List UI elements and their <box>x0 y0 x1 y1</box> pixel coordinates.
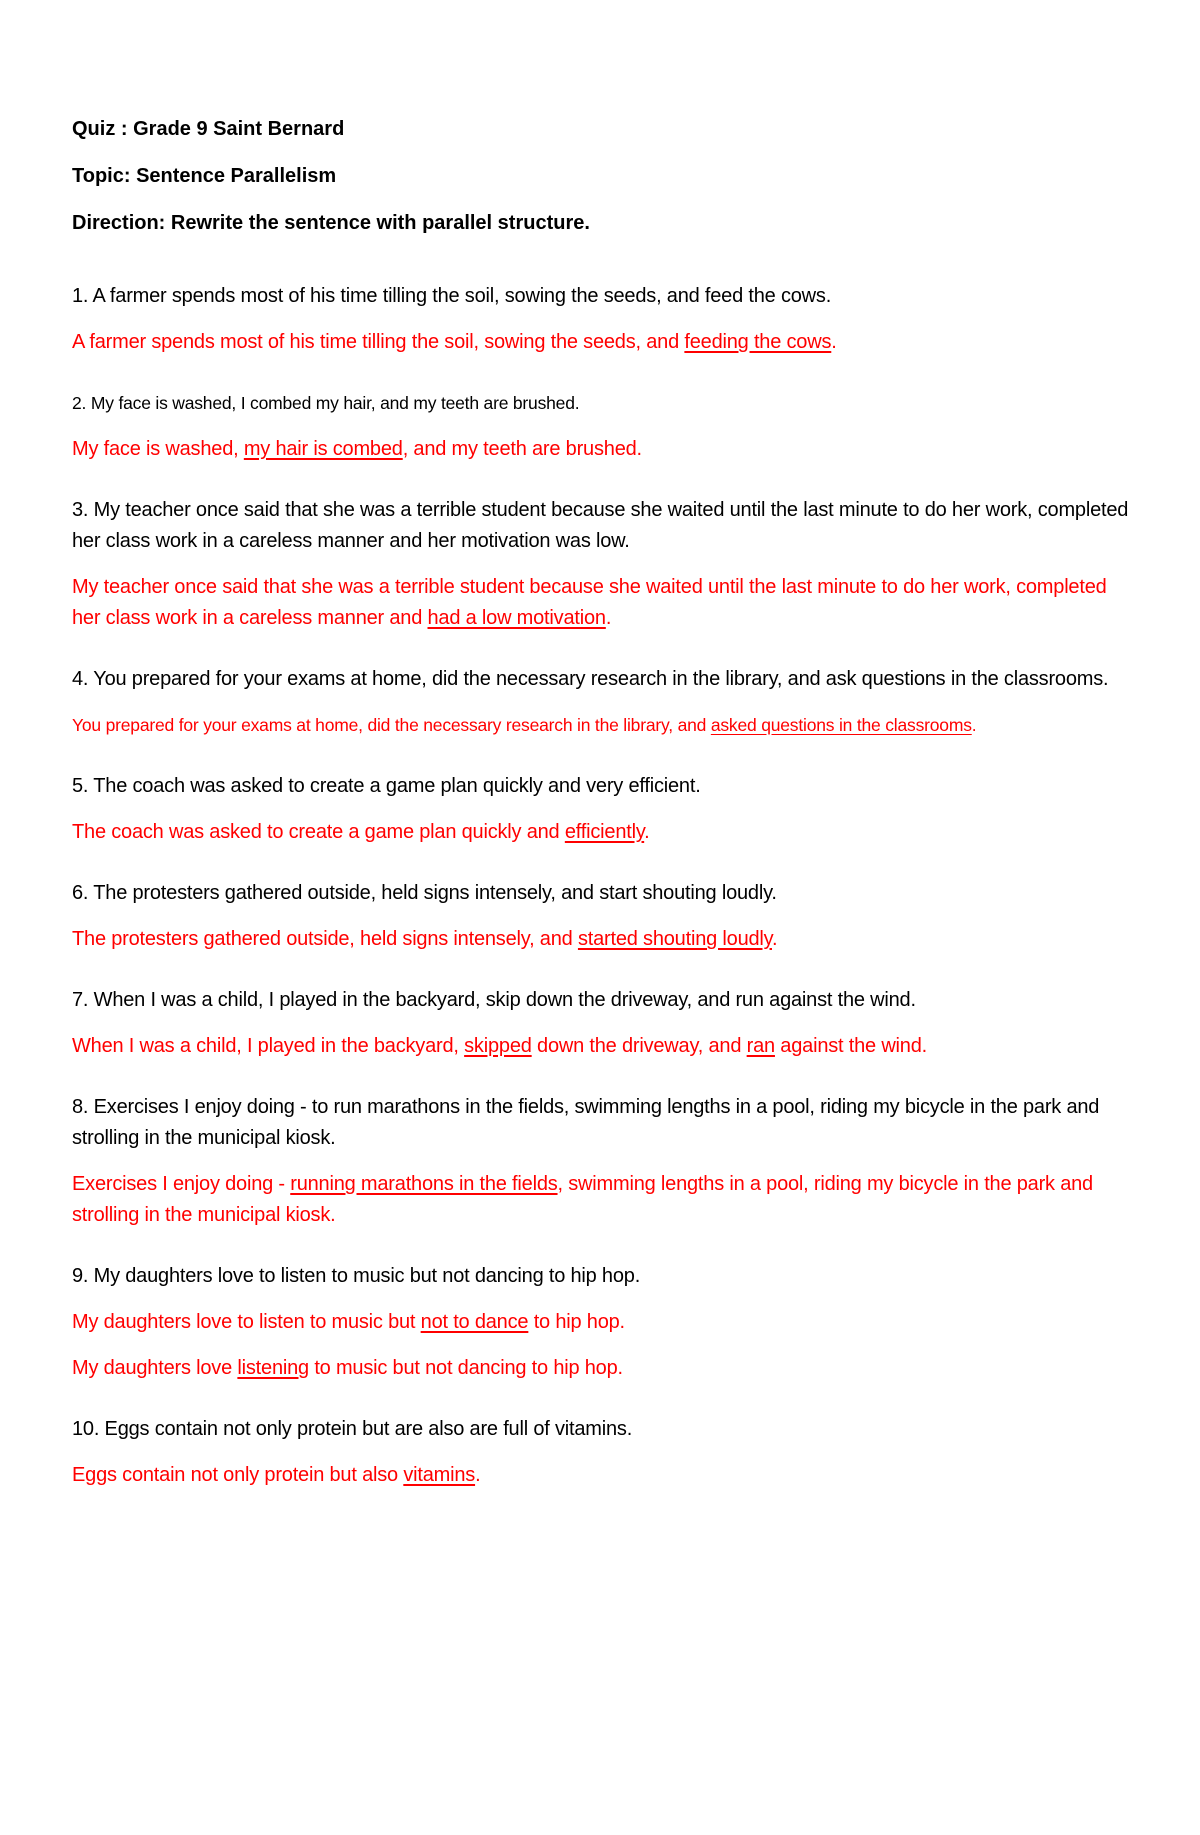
answer-text: Eggs contain not only protein but also vitamins. <box>72 1464 481 1486</box>
answer-correction: vitamins <box>403 1464 476 1486</box>
quiz-item-2 <box>72 388 1132 465</box>
question-text: 5. The coach was asked to create a game plan quickly and very efficient. <box>72 775 701 797</box>
answer-text: You prepared for your exams at home, did the necessary research in the library, and asked questions in the classrooms. <box>72 715 977 735</box>
answer-correction: running marathons in the fields <box>290 1173 558 1195</box>
quiz-item-3 <box>72 495 1132 634</box>
question-text: 9. My daughters love to listen to music but not dancing to hip hop. <box>72 1265 641 1287</box>
quiz-topic: Topic: Sentence Parallelism <box>72 165 337 187</box>
quiz-direction: Direction: Rewrite the sentence with parallel structure. <box>72 212 590 234</box>
answer-text: My daughters love to listen to music but not to dance to hip hop. <box>72 1311 625 1333</box>
answer-correction: had a low motivation <box>427 607 606 629</box>
quiz-item-5 <box>72 771 1132 848</box>
answer-correction: my hair is combed <box>243 438 403 460</box>
question-text: 2. My face is washed, I combed my hair, and my teeth are brushed. <box>72 393 580 413</box>
question-text: 3. My teacher once said that she was a terrible student because she waited until the last minute to do her work, completed her class work in a careless manner and her motivation was low. <box>72 499 1129 552</box>
answer-correction: listening <box>237 1357 309 1379</box>
answer-text: My teacher once said that she was a terrible student because she waited until the last minute to do her work, completed her class work in a careless manner and had a low motivation. <box>72 576 1107 629</box>
quiz-item-10 <box>72 1414 1132 1491</box>
quiz-document <box>72 116 1132 1521</box>
question-text: 8. Exercises I enjoy doing - to run marathons in the fields, swimming lengths in a pool, riding my bicycle in the park and strolling in the municipal kiosk. <box>72 1096 1100 1149</box>
answer-correction: asked questions in the classrooms <box>710 715 972 735</box>
answer-text-alternate: My daughters love listening to music but not dancing to hip hop. <box>72 1357 623 1379</box>
question-text: 7. When I was a child, I played in the backyard, skip down the driveway, and run against the wind. <box>72 989 916 1011</box>
answer-correction: not to dance <box>420 1311 529 1333</box>
quiz-item-4 <box>72 664 1132 741</box>
quiz-item-7 <box>72 985 1132 1062</box>
answer-text: A farmer spends most of his time tilling the soil, sowing the seeds, and feeding the cows. <box>72 331 837 353</box>
answer-correction: ran <box>746 1035 775 1057</box>
answer-text: When I was a child, I played in the backyard, skipped down the driveway, and ran against the wind. <box>72 1035 928 1057</box>
question-text: 1. A farmer spends most of his time tilling the soil, sowing the seeds, and feed the cows. <box>72 285 832 307</box>
answer-text: The coach was asked to create a game plan quickly and efficiently. <box>72 821 650 843</box>
answer-text: The protesters gathered outside, held signs intensely, and started shouting loudly. <box>72 928 778 950</box>
answer-correction: skipped <box>464 1035 532 1057</box>
answer-text: Exercises I enjoy doing - running marathons in the fields, swimming lengths in a pool, riding my bicycle in the park and strolling in the municipal kiosk. <box>72 1173 1093 1226</box>
quiz-item-1 <box>72 281 1132 358</box>
answer-correction: feeding the cows <box>684 331 832 353</box>
quiz-title: Quiz : Grade 9 Saint Bernard <box>72 118 345 140</box>
answer-text: My face is washed, my hair is combed, and my teeth are brushed. <box>72 438 642 460</box>
quiz-item-6 <box>72 878 1132 955</box>
quiz-item-9 <box>72 1261 1132 1384</box>
answer-correction: efficiently <box>564 821 645 843</box>
question-text: 6. The protesters gathered outside, held signs intensely, and start shouting loudly. <box>72 882 777 904</box>
quiz-item-8 <box>72 1092 1132 1231</box>
question-text: 4. You prepared for your exams at home, did the necessary research in the library, and ask questions in the classrooms. <box>72 668 1109 690</box>
question-text: 10. Eggs contain not only protein but are also are full of vitamins. <box>72 1418 633 1440</box>
answer-correction: started shouting loudly <box>577 928 772 950</box>
